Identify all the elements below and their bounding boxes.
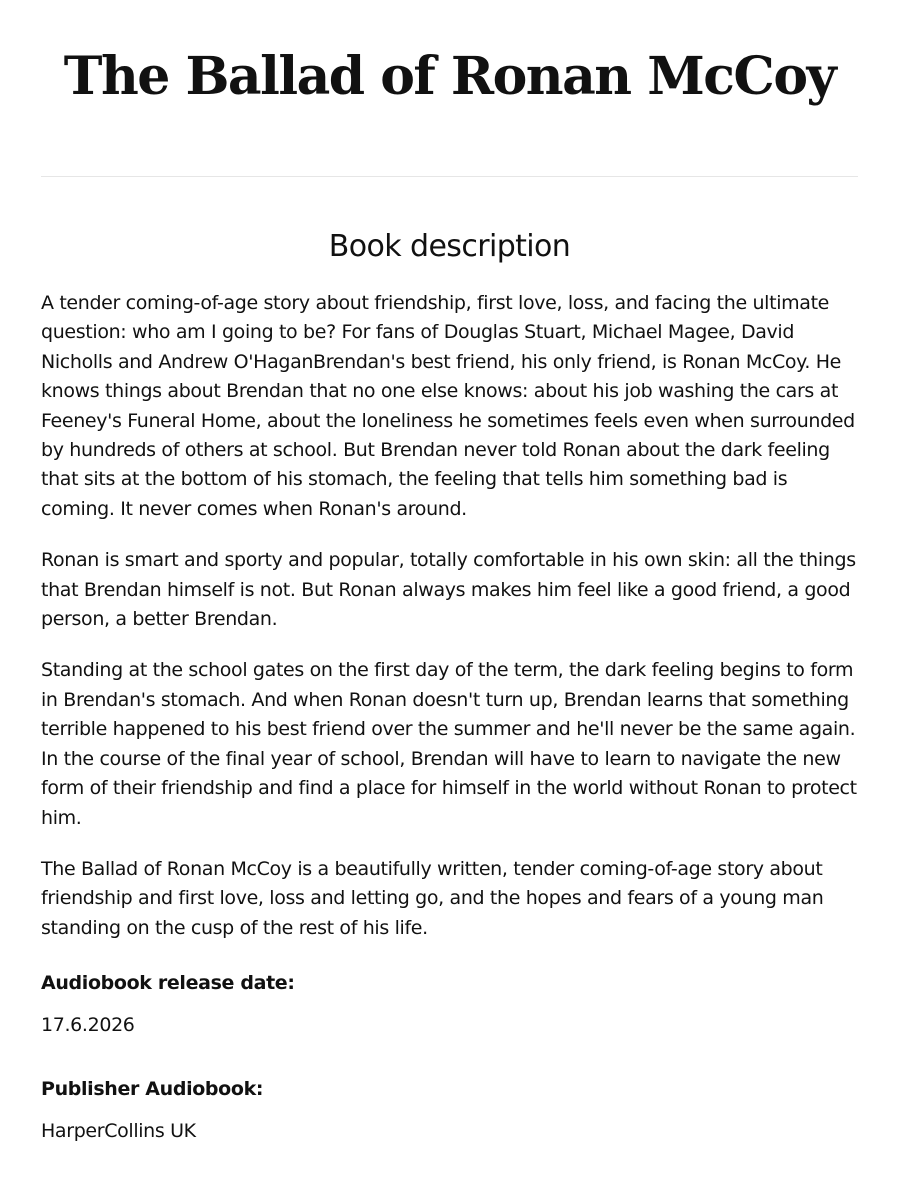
publisher-label: Publisher Audiobook:	[41, 1078, 264, 1101]
release-date-block	[41, 970, 858, 1038]
description-paragraph: Ronan is smart and sporty and popular, totally comfortable in his own skin: all the things that Brendan himself is not. But Ronan always makes him feel like a good friend, a good person, a better Brendan.	[41, 549, 856, 631]
book-description	[41, 289, 858, 943]
book-details	[41, 970, 858, 1144]
book-title: The Ballad of Ronan McCoy	[63, 46, 836, 107]
description-heading: Book description	[328, 229, 571, 264]
publisher-block	[41, 1076, 858, 1144]
release-date-value: 17.6.2026	[41, 1014, 135, 1037]
publisher-value: HarperCollins UK	[41, 1120, 196, 1143]
release-date-label: Audiobook release date:	[41, 972, 295, 995]
title-divider	[41, 176, 858, 177]
description-paragraph: Standing at the school gates on the first day of the term, the dark feeling begins to form in Brendan's stomach. And when Ronan doesn't turn up, Brendan learns that something terrible happened to his best friend over the summer and he'll never be the same again. In the course of the final year of school, Brendan will have to learn to navigate the new form of their friendship and find a place for himself in the world without Ronan to protect him.	[41, 659, 857, 829]
description-paragraph: The Ballad of Ronan McCoy is a beautifully written, tender coming-of-age story about friendship and first love, loss and letting go, and the hopes and fears of a young man standing on the cusp of the rest of his life.	[41, 857, 824, 939]
description-paragraph: A tender coming-of-age story about friendship, first love, loss, and facing the ultimate question: who am I going to be? For fans of Douglas Stuart, Michael Magee, David Nicholls and Andrew O'HaganBrendan's best friend, his only friend, is Ronan McCoy. He knows things about Brendan that no one else knows: about his job washing the cars at Feeney's Funeral Home, about the loneliness he sometimes feels even when surrounded by hundreds of others at school. But Brendan never told Ronan about the dark feeling that sits at the bottom of his stomach, the feeling that tells him something bad is coming. It never comes when Ronan's around.	[41, 292, 855, 520]
